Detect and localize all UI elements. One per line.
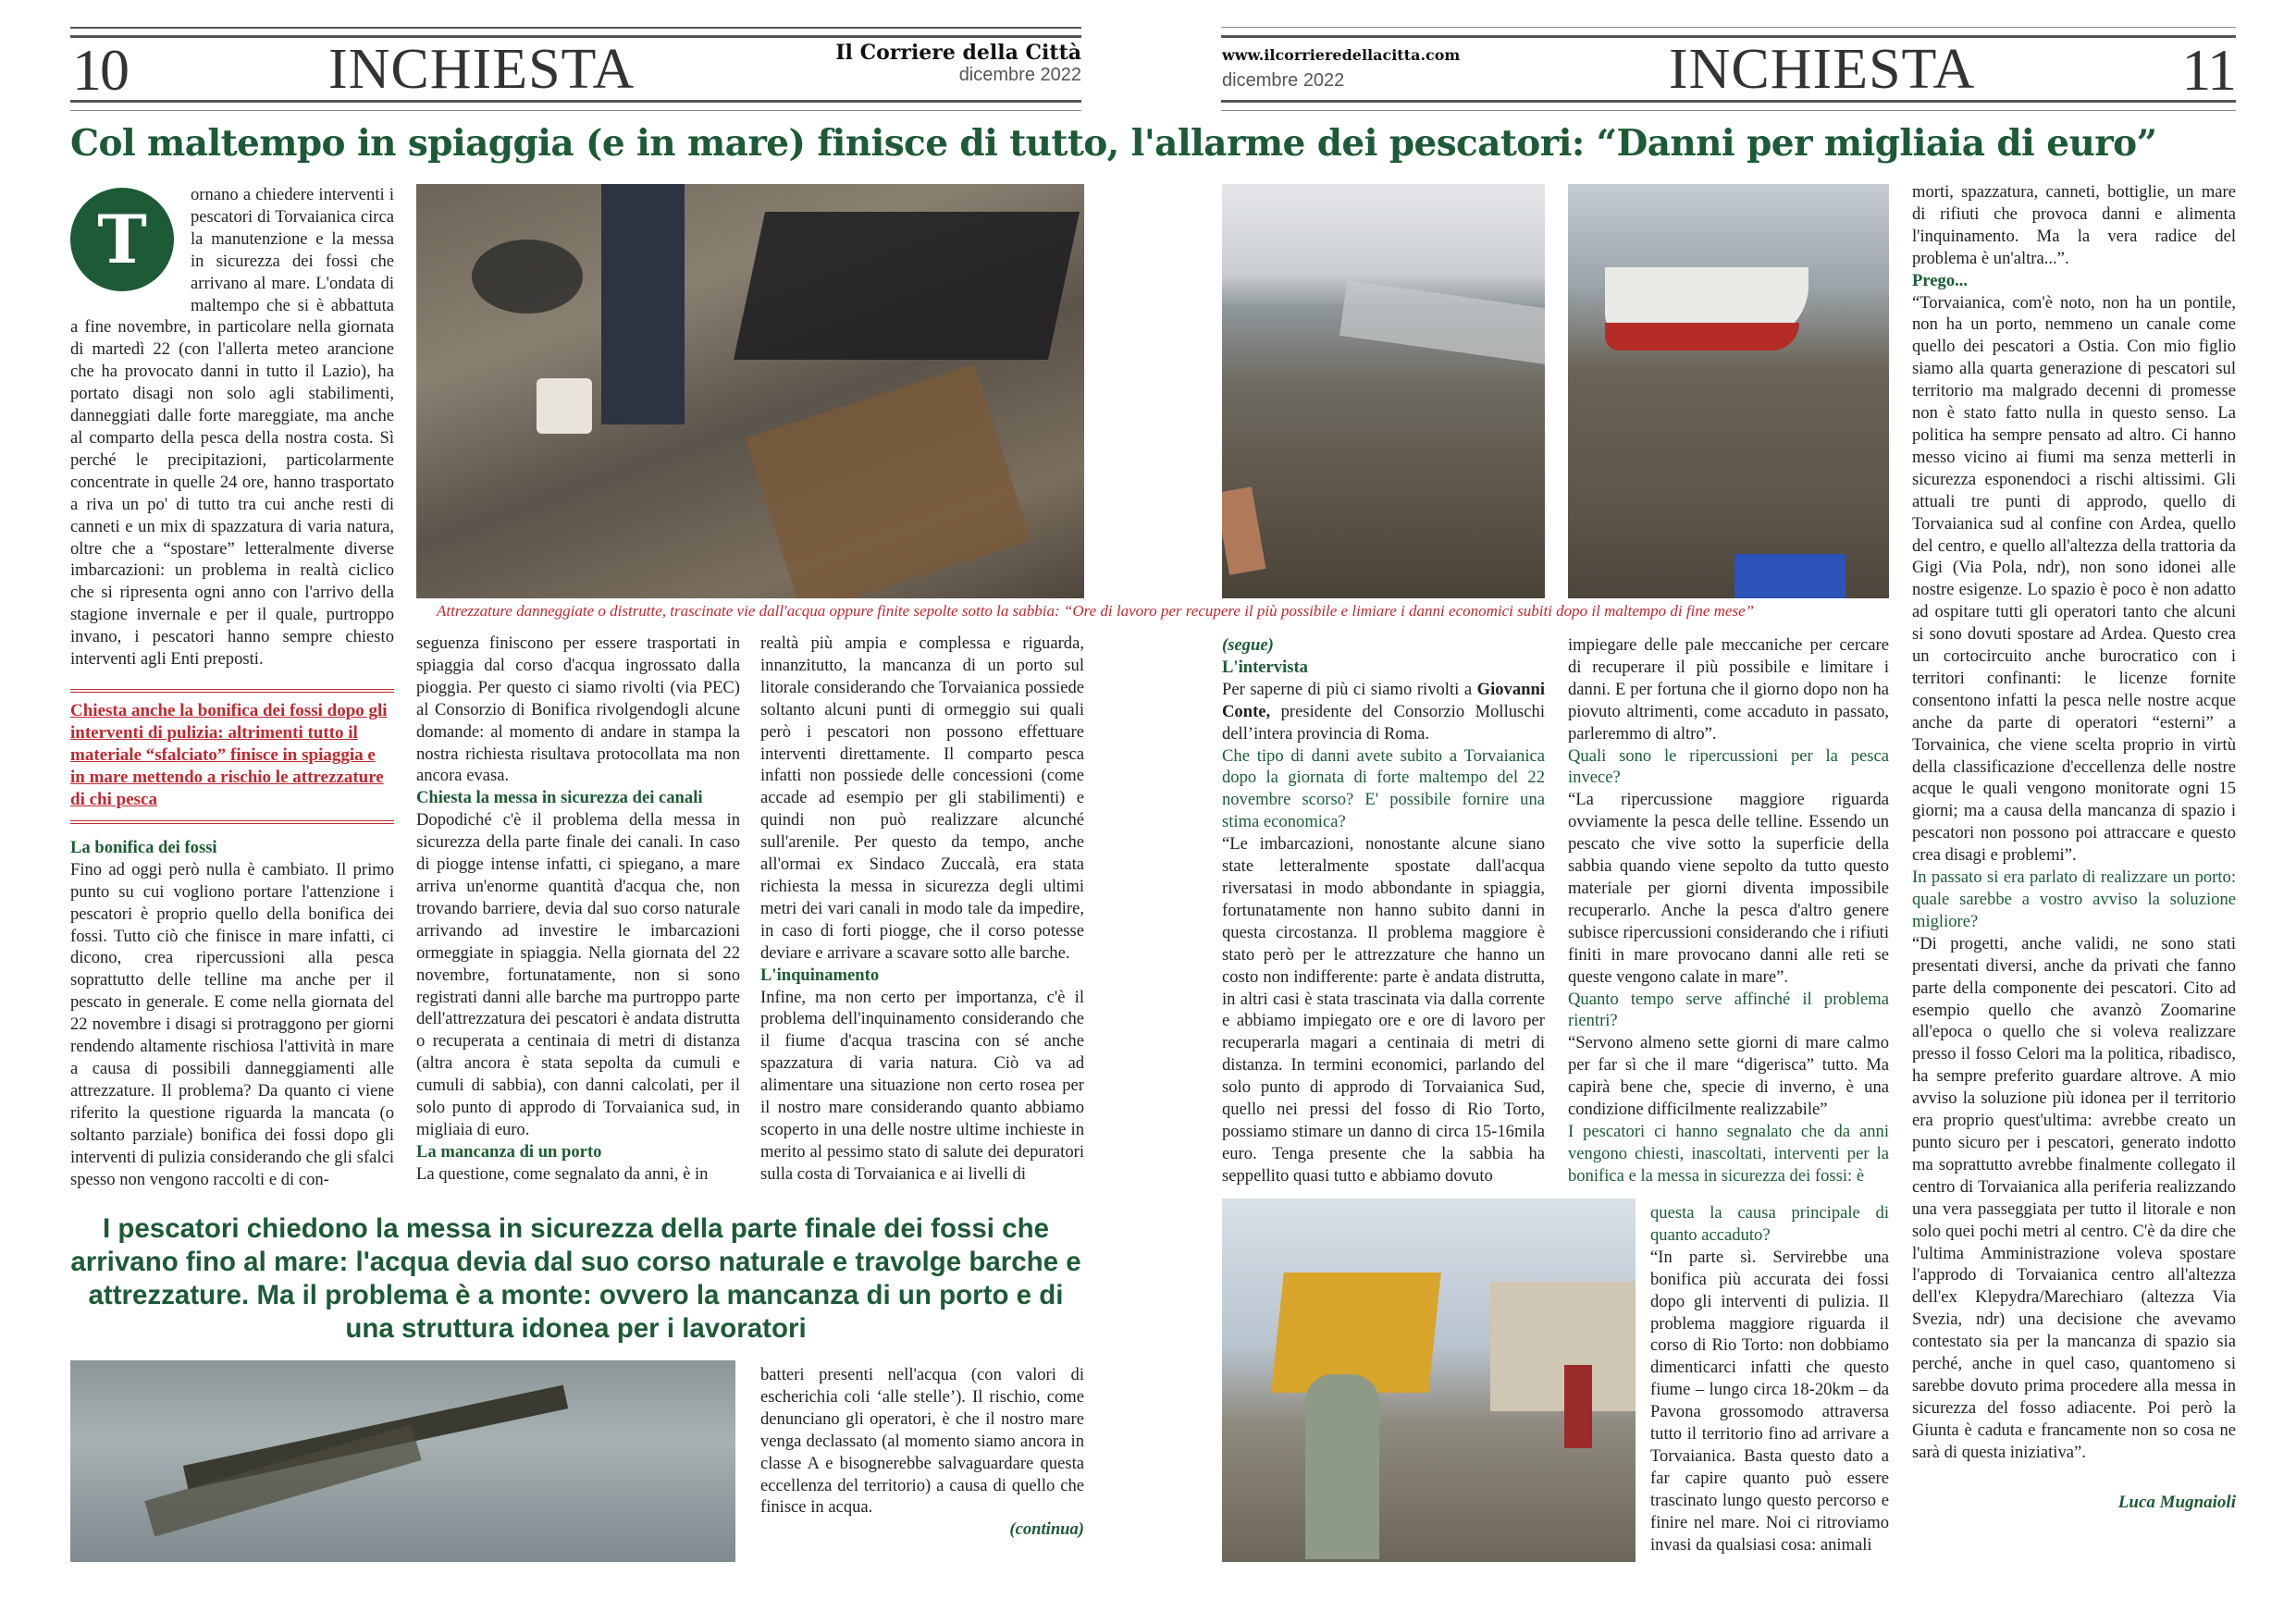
header-rule-bottom-right [1221,100,2236,103]
column-interview-3 [1912,181,2236,1513]
paragraph: “Torvaianica, com'è noto, non ha un pontile, non ha un porto, nemmeno un canale come quello dei pescatori a Ostia. Con mio figlio siamo alla quarta generazione di pescatori sul territorio ma malgrado decenni di promesse non è stato fatto nulla in questo senso. La politica ha sempre pensato ad altro. Ci hanno messo vicino ai fiumi ma senza metterli in sicurezza esponendoci a rischi altissimi. Gli attuali tre punti di approdo, quello di Torvaianica sud al confine con Ardea, quello del centro, e quello all'altezza della trattoria da Gigi (Via Pola, ndr), non sono idonei alle nostre esigenze. Lo spazio è poco è non adatto ad ospitare tutti gli operatori tanto che alcuni si sono dovuti spostare ad Ardea. Questo crea un cortocircuito anche burocratico con i territori confinanti: le licenze fornite consentono infatti la pesca nelle nostre acque anche da parte di operatori “esterni” a Torvainica, che viene scelta proprio in virtù della classificazione d'eccellenza delle nostre acque le quali vengono monitorate ogni 15 giorni; ma a causa della mancanza di spazio i pescatori non possono poi attraccare e questo crea disagi e problemi”. [1912,292,2236,866]
paragraph: Infine, ma non certo per importanza, c'è il problema dell'inquinamento considerando che il fiume d'acqua trascina con sé anche spazzatura di varia natura. Ciò va ad alimentare una situazione non certo rosea per il nostro mare considerando quanto abbiamo scoperto in una delle nostre ultime inchieste in merito al pessimo stato di salute dei depuratori sulla costa di Torvaianica e ai livelli di [760,987,1084,1184]
column-3 [760,633,1084,1186]
column-interview-2-continued [1650,1202,1889,1556]
photo-stormy-beach [1222,184,1545,598]
subheading: Chiesta la messa in sicurezza dei canali [416,788,703,808]
column-interview-2 [1568,634,1889,1187]
column-interview-1 [1222,634,1545,1187]
photo-damaged-equipment [416,184,1084,598]
callout-box: Chiesta anche la bonifica dei fossi dopo gli interventi di pulizia: altrimenti tutto il materiale “sfalciato” finisce in spiaggia e in mare mettendo a rischio le attrezzature di chi pesca [70,689,394,824]
author-byline: Luca Mugnaioli [2117,1492,2236,1512]
photo-excavator-on-beach [1222,1199,1636,1562]
paragraph-text: presidente del Consorzio Molluschi dell’intera provincia di Roma. [1222,701,1545,744]
section-title-left: INCHIESTA [328,38,636,101]
subheading: L'intervista [1222,657,1308,677]
paragraph: impiegare delle pale meccaniche per cercare di recuperare il più possibile e limitare i danni. E per fortuna che il giorno dopo non ha piovuto altrimenti, come accaduto in passato, parleremmo di altro”. [1568,635,1889,744]
website-url[interactable]: www.ilcorrieredellacitta.com [1222,46,1461,64]
photo-caption: Attrezzature danneggiate o distrutte, trascinate vie dall'acqua oppure finite sepolte sotto la sabbia: “Ore di lavoro per recupere il più possibile e limiare i danni economici subiti dopo il maltempo di fine mese” [437,602,1755,620]
paragraph: realtà più ampia e complessa e riguarda, innanzitutto, la mancanza di un porto sul litorale considerando che Torvaianica possiede soltanto alcuni punti di ormeggio sui quali però i pescatori non possono effettuare interventi direttamente. Il comparto pesca infatti non possiede delle concessioni (come accade ad esempio per gli stabilimenti) e quindi non può realizzare alcunché sull'arenile. Per questo da tempo, anche all'ormai ex Sindaco Zuccalà, era stata richiesta la messa in sicurezza degli ultimi metri dei vari canali in modo tale da impedire, in caso di forti piogge, che il corso potesse deviare e arrivare a scavare sotto alle barche. [760,633,1084,963]
interview-question: Quali sono le ripercussioni per la pesca invece? [1568,745,1889,788]
header-rule-top-right [1221,27,2236,28]
subheading: L'inquinamento [760,965,880,985]
column-3-continued [760,1364,1084,1541]
interview-question: I pescatori ci hanno segnalato che da anni vengono chiesti, inascoltati, interventi per la bonifica e la messa in sicurezza dei fossi: è [1568,1121,1889,1186]
photo-debris-in-water [70,1360,735,1562]
issue-date-right: dicembre 2022 [1222,70,1345,91]
masthead-logo: Il Corriere della Città [835,41,1081,65]
paragraph: La questione, come segnalato da anni, è in [416,1163,709,1184]
paragraph: morti, spazzatura, canneti, bottiglie, un mare di rifiuti che provoca danni e alimenta l'inquinamento. Ma la vera radice del problema è un'altra...”. [1912,182,2236,268]
paragraph: batteri presenti nell'acqua (con valori di escherichia coli ‘alle stelle’). Il rischio, come denunciano gli operatori, è che il nostro mare venga declassato (al momento siamo ancora in classe A e bisognerebbe salvaguardare questa eccellenza del territorio) a causa di quello che finisce in acqua. [760,1365,1084,1518]
subheading: La mancanza di un porto [416,1141,602,1162]
header-rule-bottom [70,100,1081,103]
section-title-right: INCHIESTA [1669,38,1976,101]
column-2 [416,633,740,1186]
page-number-right: 11 [2181,37,2235,103]
paragraph: “Le imbarcazioni, nonostante alcune siano state letteralmente spostate dall'acqua riversatasi in modo abbondante in spiaggia, fortunatamente non hanno subito danni in questa circostanza. Il problema maggiore è stato però per le attrezzature che hanno un costo non indifferente: parte è andata distrutta, in altri casi è stata trascinata via dalla corrente e abbiamo impiegato ore e ore di lavoro per recuperarla magari a centinaia di metri di distanza. In termini economici, parlando del solo punto di approdo di Torvaianica Sud, quello nei pressi del fosso di Rio Torto, possiamo stimare un danno di circa 15-16mila euro. Tenga presente che la sabbia ha seppellito quasi tutto e abbiamo dovuto [1222,834,1545,1186]
headline: Col maltempo in spiaggia (e in mare) finisce di tutto, l'allarme dei pescatori: “Danni per migliaia di euro” [70,122,2157,165]
paragraph: “Di progetti, anche validi, ne sono stati presentati diversi, anche da privati che fanno parte della componente dei pescatori. Cito ad esempio quello che avanzò Zoomarine all'epoca o quello che si voleva realizzare presso il fosso Celori ma la politica, ribadisco, ha sempre preferito guardare altrove. A mio avviso la soluzione più idonea per il territorio era proprio quest'ultima: avrebbe creato un punto sicuro per i pescatori, generato indotto ma soprattutto avrebbe finalmente collegato il centro di Torvaianica alla periferia realizzando una vera passeggiata per tutto il litorale e non solo quei pochi metri al centro. C'è da dire che l'ultima Amministrazione voleva spostare l'approdo di Torvaianica centro all'altezza dell'ex Klepydra/Marechiaro (altezza Via Svezia, ndr) una decisione che avevamo contestato sia per la mancanza di spazio sia perché, anche in quel caso, quantomeno si sarebbe dovuto prima procedere alla messa in sicurezza del fosso adiacente. Poi però la Giunta è caduta e francamente non so cosa ne sarà di questa iniziativa”. [1912,933,2236,1462]
paragraph-text: Per saperne di più ci siamo rivolti a [1222,679,1477,699]
header-rule-bottom-right-2 [1221,110,2236,111]
interview-question: Quanto tempo serve affinché il problema rientri? [1568,989,1889,1031]
page-number-left: 10 [72,37,128,103]
continuation-note: (segue) [1222,635,1274,655]
header-rule-bottom-2 [70,110,1081,111]
paragraph: “La ripercussione maggiore riguarda ovviamente la pesca delle telline. Essendo un pescato che vive sotto la superficie della sabbia quando viene sepolto da tutto questo materiale per giorni diventa impossibile recuperarlo. Anche la pesca d'altro genere subisce ripercussioni considerando che i rifiuti finiti in mare provocano danni alle reti se queste vengono calate in mare”. [1568,790,1889,987]
interviewee-name: Giovanni Conte, [1222,679,1545,721]
paragraph [1222,679,1545,745]
drop-cap: T [70,188,174,291]
photo-fishing-boat [1568,184,1889,598]
pull-quote: I pescatori chiedono la messa in sicurezza della parte finale dei fossi che arrivano fino al mare: l'acqua devia dal suo corso naturale e travolge barche e attrezzature. Ma il problema è a monte: ovvero la mancanza di un porto e di una struttura idonea per i lavoratori [70,1213,1081,1344]
column-intro [70,184,394,1190]
interview-question: questa la causa principale di quanto accaduto? [1650,1203,1889,1245]
paragraph: seguenza finiscono per essere trasportati in spiaggia dal corso d'acqua ingrossato dalla pioggia. Per questo ci siamo rivolti (via PEC) al Consorzio di Bonifica rivolgendogli alcune domande: al momento di andare in stampa la nostra richiesta risultava protocollata ma non ancora evasa. [416,633,740,786]
subheading: La bonifica dei fossi [70,837,217,857]
paragraph: “Servono almeno sette giorni di mare calmo per far sì che il mare “digerisca” tutto. Ma capirà bene che, specie di inverno, è una condizione difficilmente realizzabile” [1568,1033,1889,1120]
header-rule-top [70,27,1081,29]
subheading: Prego... [1912,270,1969,290]
paragraph: Fino ad oggi però nulla è cambiato. Il primo punto su cui vogliono portare l'attenzione i pescatori è proprio quello della bonifica dei fossi. Tutto ciò che finisce in mare infatti, ci dicono, crea ripercussioni alla pesca soprattutto delle telline ma anche per il pescato in generale. E come nella giornata del 22 novembre i disagi si protraggono per giorni rendendo altamente rischiosa l'attività in mare a causa di possibili danneggiamenti alle attrezzature. Il problema? Da quanto ci viene riferito la questione riguarda la mancata (o soltanto parziale) bonifica dei fossi dopo gli interventi di pulizia considerando che gli sfalci spesso non vengono raccolti e di con- [70,859,394,1189]
interview-question: In passato si era parlato di realizzare un porto: quale sarebbe a vostro avviso la soluzione migliore? [1912,867,2236,931]
paragraph: Dopodiché c'è il problema della messa in sicurezza della parte finale dei canali. In caso di piogge intense infatti, ci spiegano, a mare arriva un'enorme quantità d'acqua che, non trovando barriere, devia dal suo corso naturale arrivando ad investire le imbarcazioni ormeggiate in spiaggia. Nella giornata del 22 novembre, fortunatamente, non si sono registrati danni alle barche ma purtroppo parte dell'attrezzatura dei pescatori è andata distrutta o recuperata a centinaia di metri di distanza (altra ancora è stata sepolta da cumuli e cumuli di sabbia), con danni calcolati, per il solo punto di approdo di Torvaianica sud, in migliaia di euro. [416,810,740,1139]
paragraph: ornano a chiedere interventi i pescatori di Torvaianica circa la manutenzione e la messa in sicurezza dei fossi che arrivano al mare. L'ondata di maltempo che si è abbattuta a fine novembre, in particolare nella giornata di martedì 22 (con l'allerta meteo arancione che ha provocato danni in tutto il Lazio), ha portato disagi non solo agli stabilimenti, danneggiati dalle forte mareggiate, ma anche al comparto della pesca della nostra costa. Sì perché le precipitazioni, particolarmente concentrate in quelle 24 ore, hanno trasportato a riva un po' di tutto tra cui anche resti di canneti e un mix di spazzatura di varia natura, oltre che a “spostare” letteralmente diverse imbarcazioni: un problema in realtà ciclico che si ripresenta ogni anno con l'arrivo della stagione invernale e per il quale, purtroppo invano, i pescatori hanno sempre chiesto interventi agli Enti preposti. [70,185,394,670]
issue-date-left: dicembre 2022 [958,65,1081,85]
interview-question: Che tipo di danni avete subito a Torvaianica dopo la giornata di forte maltempo del 22 novembre scorso? E' possibile fornire una stima economica? [1222,745,1545,832]
continuation-note: (continua) [1009,1519,1084,1540]
paragraph: “In parte sì. Servirebbe una bonifica più accurata dei fossi dopo gli interventi di pulizia. Il problema maggiore riguarda il corso di Rio Torto: non dobbiamo dimenticarci infatti che questo fiume – lungo circa 18-20km – da Pavona grossomodo attraversa tutto il territorio fino ad arrivare a Torvaianica. Basta questo dato a far capire quanto può essere trascinato lungo questo percorso e finire nel mare. Noi ci ritroviamo invasi da qualsiasi cosa: animali [1650,1247,1889,1555]
